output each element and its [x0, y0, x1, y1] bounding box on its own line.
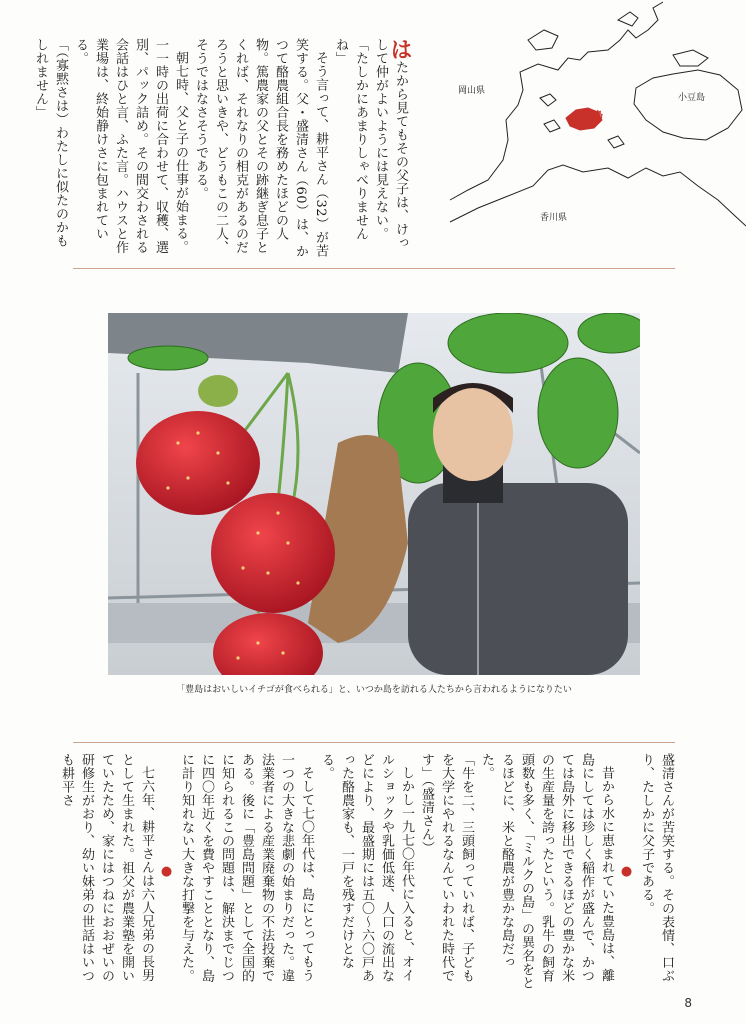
map-outline — [448, 0, 746, 245]
label-teshima: 豊島 — [585, 111, 604, 121]
upper-paragraph-4: 朝七時、父と子の仕事が始まる。一一時の出荷に合わせて、収穫、選別、パック詰め。その間交わされる会話はひと言、ふた言。ハウスと作業場は、終始静けさに包まれている。 — [73, 38, 188, 254]
lower-paragraph-4: しかし一九七〇年代に入ると、オイルショックや乳価低迷、人口の流出などにより、最盛期には五〇〜六〇戸あった酪農家も、一戸を残すだけとなる。 — [319, 753, 414, 983]
lower-paragraph-1: 盛清さんが苦笑する。その表情、口ぶり、たしかに父子である。 — [639, 753, 674, 983]
page-number: 8 — [684, 996, 692, 1010]
section-marker: ● — [159, 864, 174, 880]
location-map — [448, 0, 746, 245]
island-outline — [544, 120, 560, 132]
upper-paragraph-1: はたから見てもその父子は、けっして仲がよいようには見えない。 — [373, 38, 413, 250]
island-outline — [540, 94, 556, 106]
label-okayama: 岡山県 — [458, 86, 486, 96]
upper-article-text — [33, 38, 413, 260]
lower-article-text — [59, 753, 676, 991]
strawberry-photo — [108, 313, 640, 675]
lower-paragraph-3: 「牛を二、三頭飼っていれば、子どもを大学にやれるなんていわれた時代です」（盛清さん） — [419, 753, 474, 983]
island-outline — [528, 30, 558, 50]
island-outline — [618, 12, 638, 26]
photo-illustration — [108, 313, 640, 675]
lower-paragraph-2: 昔から水に恵まれていた豊島は、離島にしては珍しく稲作が盛んで、かつては島外に移出できるほどの豊かな米の生産量を誇ったという。乳牛の飼育頭数も多く、「ミルクの島」の異名をとるほどに、米と酪農が豊かな島だった。 — [479, 753, 614, 990]
coastline-okayama — [450, 2, 663, 200]
island-shodoshima-outline — [634, 70, 742, 140]
section-marker: ● — [619, 864, 634, 880]
label-shodoshima: 小豆島 — [678, 93, 706, 103]
coastline-kagawa — [450, 165, 746, 226]
lower-paragraph-6: 七六年、耕平さんは六人兄弟の長男として生まれた。祖父が農業塾を開いていたため、家にはつねにおおぜいの研修生がおり、幼い妹弟の世話はいつも耕平さ — [59, 753, 154, 983]
photo-caption: 「豊島はおいしいイチゴが食べられる」と、いつか島を訪れる人たちから言われるようになりたい — [176, 685, 572, 695]
upper-paragraph-5: 「（寡黙さは）わたしに似たのかもしれません」 — [33, 38, 68, 248]
divider-top — [73, 268, 675, 269]
upper-paragraph-2: 「たしかにあまりしゃべりませんね」 — [333, 38, 368, 241]
lower-paragraph-5: そして七〇年代は、島にとってもう一つの大きな悲劇の始まりだった。違法業者による産業廃棄物の不法投棄である。後に「豊島問題」として全国的に知られるこの問題は、解決までじつに四〇年近くを費やすこととなり、島に計り知れない大きな打撃を与えた。 — [179, 753, 314, 983]
label-kagawa: 香川県 — [540, 213, 568, 223]
island-outline — [608, 136, 624, 148]
island-outline — [673, 50, 708, 66]
divider-bottom — [73, 742, 675, 743]
drop-cap: は — [387, 38, 413, 61]
upper-paragraph-3: そう言って、耕平さん（32）が苦笑する。父・盛清さん（60）は、かつて酪農組合長を務めたほどの人物。篤農家の父とその跡継ぎ息子とくれば、それなりの相克があるのだろうと思いきや、どうもこの二人、そうではなさそうである。 — [193, 38, 328, 259]
